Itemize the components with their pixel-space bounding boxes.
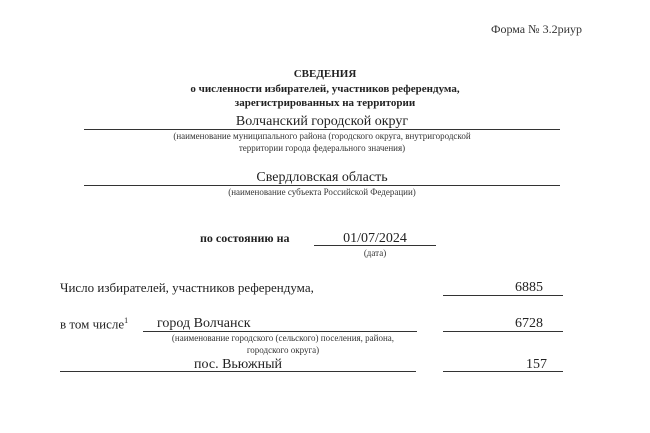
including-text: в том числе — [60, 316, 125, 332]
settlement-caption-line2: городского округа) — [246, 345, 320, 355]
municipality-value: Волчанский городской округ — [235, 114, 409, 129]
municipality-caption-line1: (наименование муниципального района (городского округа, внутригородской — [173, 131, 471, 141]
date-field — [314, 229, 436, 246]
including-label — [60, 316, 128, 332]
document-subtitle-line2: зарегистрированных на территории — [234, 97, 416, 109]
document-title: СВЕДЕНИЯ — [293, 68, 357, 80]
municipality-field — [84, 112, 560, 130]
settlement1-name: город Волчанск — [157, 316, 251, 331]
settlement1-value: 6728 — [515, 316, 543, 331]
date-value: 01/07/2024 — [343, 231, 407, 246]
document-subtitle-line1: о численности избирателей, участников референдума, — [190, 83, 460, 95]
date-caption: (дата) — [363, 248, 387, 258]
settlement2-field — [60, 355, 416, 372]
settlement-caption-line1: (наименование городского (сельского) поселения, района, — [171, 333, 395, 343]
settlement2-name: пос. Вьюжный — [194, 357, 282, 372]
date-label: по состоянию на — [200, 231, 290, 245]
subject-value: Свердловская область — [256, 170, 388, 185]
settlement2-value-field — [443, 355, 563, 372]
municipality-caption-line2: территории города федерального значения) — [238, 143, 406, 153]
total-voters-value: 6885 — [515, 280, 543, 295]
subject-field — [84, 168, 560, 186]
form-number: Форма № 3.2риур — [490, 22, 582, 36]
settlement1-value-field — [443, 314, 563, 332]
settlement2-value: 157 — [526, 357, 547, 372]
settlement1-field — [143, 314, 417, 332]
footnote-marker: 1 — [124, 316, 129, 325]
total-voters-field — [443, 278, 563, 296]
subject-caption: (наименование субъекта Российской Федерации) — [228, 187, 416, 197]
total-voters-label: Число избирателей, участников референдума, — [60, 280, 314, 295]
